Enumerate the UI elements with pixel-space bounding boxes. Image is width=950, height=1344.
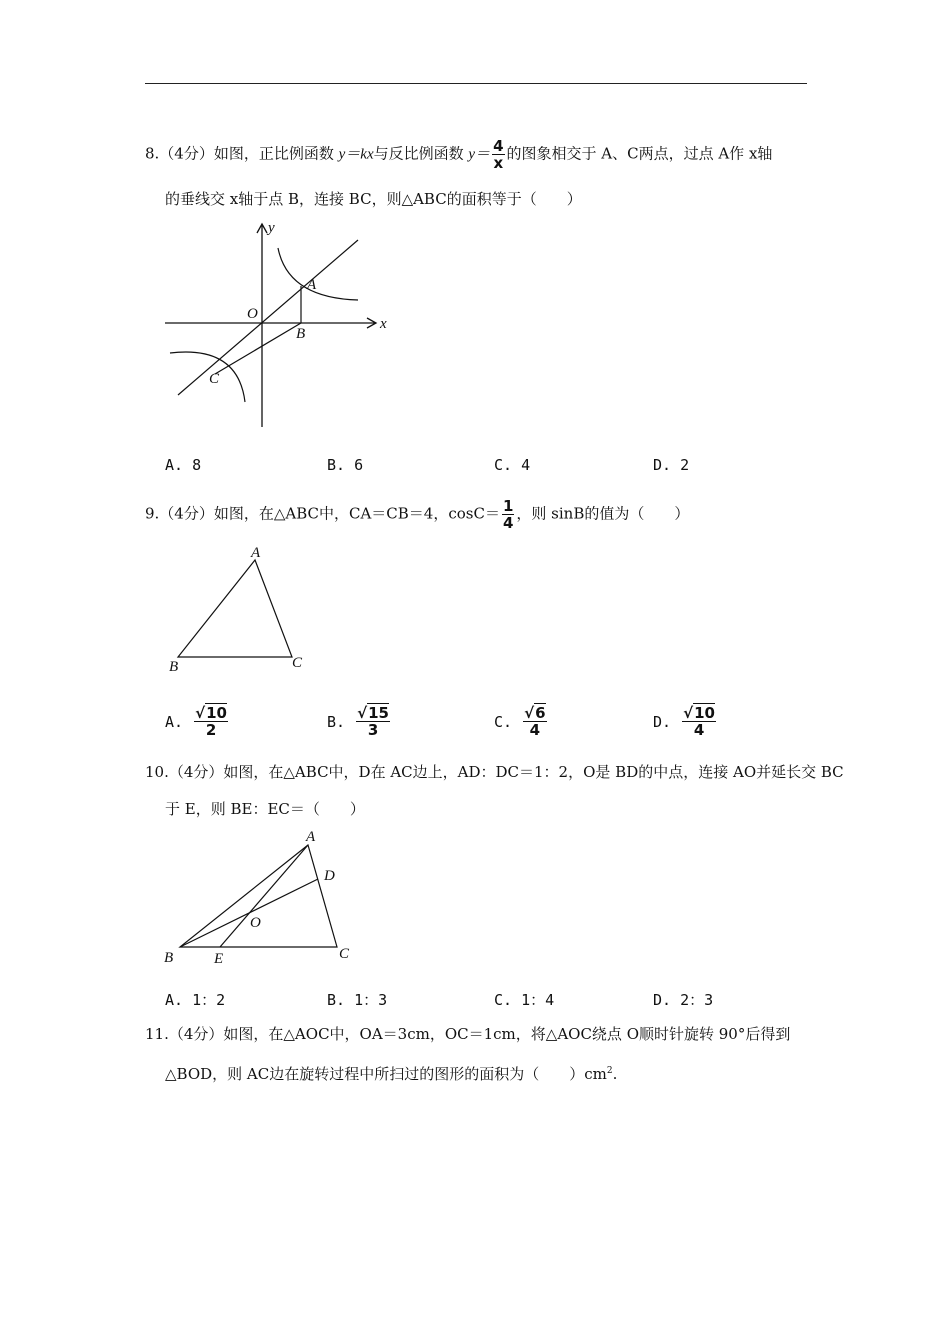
label-E: E — [214, 951, 224, 967]
q8-line2: 的垂线交 x轴于点 B，连接 BC，则△ABC的面积等于（ ） — [165, 190, 582, 208]
label-B: B — [296, 326, 306, 342]
label-y: y — [268, 220, 275, 236]
label-C: C — [339, 946, 350, 962]
q9-option-a[interactable]: A. $\frac{√10}{2}$ — [165, 704, 227, 739]
label-A: A — [306, 829, 316, 845]
q11-line1: 11.（4分）如图，在△AOC中，OA＝3cm，OC＝1cm，将△AOC绕点 O顺时针旋转 90°后得到 — [145, 1025, 791, 1043]
q9-fraction: $\frac{1}{4}$ — [502, 497, 514, 532]
label-O: O — [250, 915, 261, 931]
line-y-kx — [178, 240, 358, 395]
q9-option-c[interactable]: C. $\frac{√6}{4}$ — [494, 704, 546, 739]
label-B: B — [169, 659, 179, 675]
label-O: O — [247, 306, 258, 322]
q10-option-d[interactable]: D. 2：3 — [653, 991, 714, 1009]
label-A: A — [251, 545, 261, 561]
q9-option-b[interactable]: B. $\frac{√15}{3}$ — [327, 704, 389, 739]
q10-line2: 于 E，则 BE：EC＝（ ） — [165, 800, 365, 818]
q8-option-d[interactable]: D. 2 — [653, 456, 690, 474]
label-D: D — [324, 868, 335, 884]
label-C: C — [292, 655, 303, 671]
segment-BC — [215, 323, 301, 374]
q9-line1: 9.（4分）如图，在△ABC中，CA＝CB＝4，cosC＝ $\frac{1}{4}$ ，则 sinB的值为（ ） — [145, 497, 690, 532]
q8-option-c[interactable]: C. 4 — [494, 456, 531, 474]
label-A: A — [307, 277, 317, 293]
q9-option-d[interactable]: D. $\frac{√10}{4}$ — [653, 704, 715, 739]
header-rule — [145, 83, 807, 84]
q8-option-b[interactable]: B. 6 — [327, 456, 364, 474]
q11-line2: △BOD，则 AC边在旋转过程中所扫过的图形的面积为（ ）$cm^2$. — [165, 1065, 618, 1083]
q8-fraction: $\frac{4}{x}$ — [493, 137, 504, 172]
q8-figure — [160, 220, 400, 430]
q10-option-a[interactable]: A. 1：2 — [165, 991, 226, 1009]
label-C: C — [209, 371, 220, 387]
hyperbola-branch-3 — [170, 352, 245, 402]
label-B: B — [164, 950, 174, 966]
q10-figure — [160, 825, 360, 970]
triangle-ABC — [178, 560, 292, 657]
q8-option-a[interactable]: A. 8 — [165, 456, 202, 474]
q8-line1: 8.（4分）如图，正比例函数 y＝kx与反比例函数 y＝ $\frac{4}{x}$ 的图象相交于 A、C两点，过点 A作 x轴 — [145, 137, 773, 172]
q9-figure — [165, 540, 335, 680]
segment-AE — [220, 845, 308, 947]
triangle-ABC — [180, 845, 337, 947]
q10-line1: 10.（4分）如图，在△ABC中，D在 AC边上，AD：DC＝1：2，O是 BD的中点，连接 AO并延长交 BC — [145, 763, 844, 781]
label-x: x — [380, 316, 387, 332]
q10-option-c[interactable]: C. 1：4 — [494, 991, 555, 1009]
q10-option-b[interactable]: B. 1：3 — [327, 991, 388, 1009]
